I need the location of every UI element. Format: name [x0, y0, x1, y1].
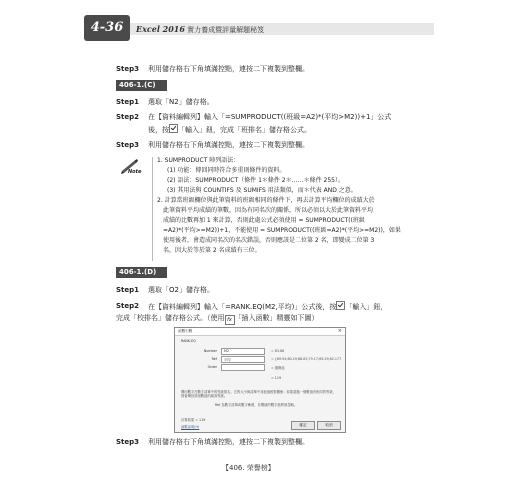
step-row	[116, 140, 446, 151]
arg-name: Order	[207, 365, 217, 369]
dialog-titlebar	[175, 328, 345, 336]
arg-input[interactable]	[221, 364, 265, 371]
note-line: 名，因大於等於第 2 名成績有三位。	[163, 247, 261, 254]
step-text: 選取「N2」儲存格。	[148, 98, 214, 106]
page-footer: 【406. 荣譽榜】	[222, 464, 275, 472]
step-text-pre: 在【資料編輯列】輸入「=RANK.EQ(M2,平均)」公式後，按	[148, 303, 337, 311]
checkmark-icon	[169, 124, 178, 133]
step-text-pre: 完成「校排名」儲存格公式。（使用	[116, 314, 225, 322]
function-name: RANK.EQ	[181, 339, 196, 343]
step-row	[116, 437, 446, 448]
insert-function-icon: fx	[225, 315, 235, 325]
arg-result: = 邏輯值	[271, 366, 285, 370]
page-number: 4-36	[84, 15, 130, 41]
note-line: 2. 計算當班級欄位與此筆資料的班級相同的條件下，再去計算平均欄位的成績大於	[157, 197, 375, 204]
checkmark-icon	[336, 301, 345, 310]
arg-result: = {69.94;80.19;86.83;79.17;89.29;82.177	[271, 357, 342, 361]
arg-name: Ref	[211, 357, 217, 361]
function-description: 傳回數字在數字清單中的等級排名，它的大小與清單中其他值相對關係；如果超過一個數值有相同的等級，則會傳回該組數值的最高等級。	[181, 390, 336, 398]
arg-value: 平均	[224, 358, 231, 362]
step-label: Step3	[116, 65, 140, 73]
step-row	[116, 112, 446, 136]
arg-row-number	[181, 348, 341, 354]
arg-row-order	[181, 364, 341, 370]
cancel-button[interactable]: 取消	[317, 421, 341, 430]
help-link[interactable]: 函數說明(H)	[181, 425, 200, 429]
function-arguments-dialog	[174, 327, 346, 433]
arg-result: = 83.86	[271, 349, 285, 353]
page-header	[0, 14, 520, 44]
step-label: Step2	[116, 302, 140, 310]
argument-description: Ref 為數字清單或數字參照，非數值的數字值將被忽略。	[215, 403, 298, 407]
step-label: Step3	[116, 141, 140, 149]
note-box	[152, 157, 401, 261]
ok-button[interactable]: 確定	[291, 421, 315, 430]
step-text: 在【資料編輯列】輸入「=SUMPRODUCT((班級=A2)*(平均>M2))+1」公式	[148, 113, 392, 121]
calculation-result: 計算結果 = 119	[181, 418, 206, 422]
step-label: Step1	[116, 286, 140, 294]
step-text: 選取「O2」儲存格。	[148, 286, 214, 294]
step-row	[116, 97, 446, 108]
section-header-d: 406-1.(D)	[116, 267, 167, 278]
step-text-post: 「插入函數」精靈如下圖）	[234, 314, 319, 322]
note-icon	[120, 157, 148, 177]
arg-value: M2	[224, 349, 229, 353]
step-text: 利用儲存格右下角填滿控點，連按二下複製到整欄。	[148, 141, 309, 149]
step-text-line1	[148, 301, 387, 313]
book-title	[136, 24, 264, 35]
section-header-c: 406-1.(C)	[116, 80, 167, 91]
step-row	[116, 301, 446, 325]
note-line: 此筆資料平均成績的筆數，因為有同名次的關係，所以必須以大於此筆資料平均	[163, 207, 374, 214]
arg-row-ref	[181, 356, 341, 362]
arg-input[interactable]	[221, 356, 265, 363]
step-text-post: 「輸入」鈕，	[345, 303, 388, 311]
note-line: =A2)*(平均>=M2))+1，不能使用 = SUMPRODUCT((班級=A2)*(平均>=M2))，如果	[163, 227, 401, 234]
step-text-line2	[148, 124, 311, 136]
formula-result: = 119	[271, 376, 282, 380]
step-text-line2	[116, 313, 319, 325]
step-text-post: 「輸入」鈕，完成「班排名」儲存格公式。	[178, 126, 311, 134]
arg-name: Number	[203, 349, 217, 353]
book-brand: Excel 2016	[136, 24, 185, 34]
step-text: 利用儲存格右下角填滿控點，連按二下複製到整欄。	[148, 438, 309, 446]
step-text-pre: 後，按	[148, 126, 169, 134]
step-label: Step2	[116, 113, 140, 121]
close-icon[interactable]: ×	[337, 328, 342, 334]
arg-input[interactable]	[221, 348, 265, 355]
step-row	[116, 285, 446, 296]
note-line: 成績的比數再加 1 來計算，否則此處公式必須使用 = SUMPRODUCT((班級	[163, 217, 365, 224]
dialog-title: 函數引數	[178, 329, 193, 333]
note-line: 使用後者，會造成同名次的名次錯誤，否則應該是二位第 2 名，即變成二位第 3	[163, 237, 375, 244]
note-line: (1) 功能：傳回同時符合多重則條件的資料。	[167, 167, 286, 174]
note-line: (3) 其用法與 COUNTIFS 及 SUMIFS 用法類似，而＊代表 AND 之意。	[167, 187, 357, 194]
step-row	[116, 64, 446, 75]
step-label: Step3	[116, 438, 140, 446]
note-line: (2) 語法：SUMPRODUCT（條件 1＊條件 2＊……＊條件 255）。	[167, 177, 344, 184]
step-label: Step1	[116, 98, 140, 106]
note-icon-label: Note	[128, 169, 142, 175]
step-text: 利用儲存格右下角填滿控點，連按二下複製到整欄。	[148, 65, 309, 73]
book-subtitle: 實力養成暨評量解題秘笈	[187, 26, 265, 34]
note-line: 1. SUMPRODUCT 陣列語法：	[157, 157, 240, 164]
